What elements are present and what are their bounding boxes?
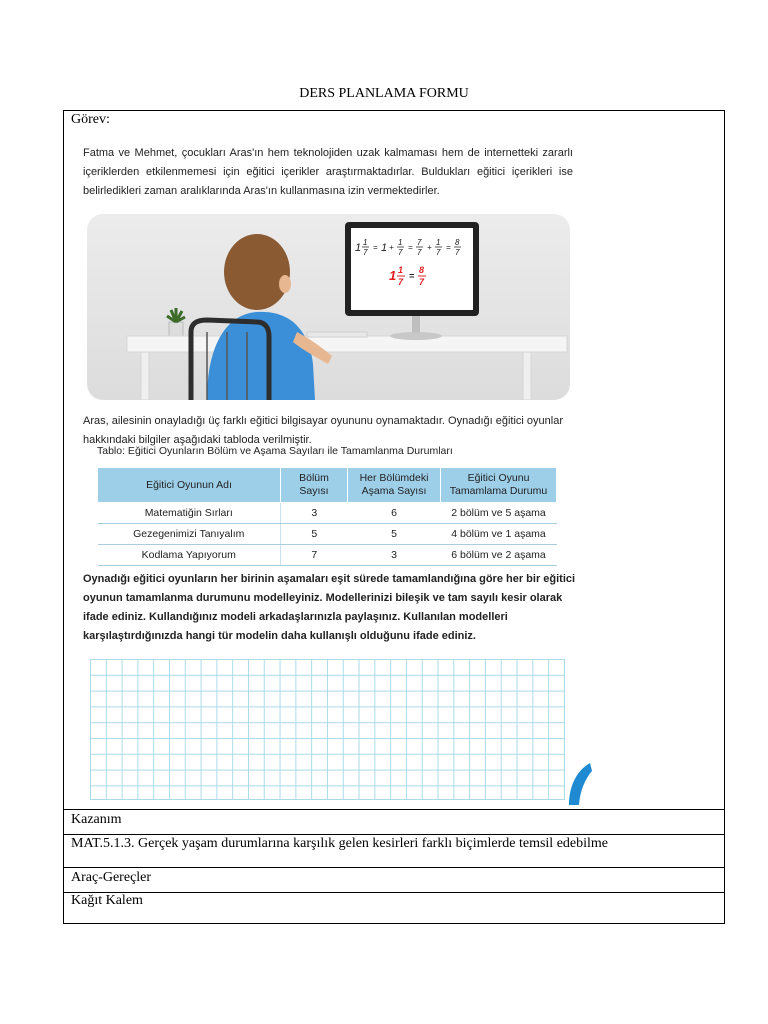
- eq1-den2: 7: [398, 248, 403, 257]
- table-header-cell: Her Bölümdeki Aşama Sayısı: [348, 468, 441, 503]
- arac-gerecler-label: Araç-Gereçler: [64, 867, 724, 892]
- eq2-whole: 1: [389, 268, 397, 283]
- monitor-stand: [412, 314, 420, 334]
- eq1-whole: 1: [355, 242, 362, 254]
- child-at-computer-photo: [87, 214, 570, 400]
- table-cell: 3: [348, 545, 441, 566]
- eq1-den: 7: [363, 248, 368, 257]
- table-row: [98, 524, 557, 545]
- task-intro-text: Fatma ve Mehmet, çocukları Aras'ın hem teknolojiden uzak kalmaması hem de internetteki zararlı içeriklerden etkilenmemesi için eğitici içerikler araştırmaktadırlar. Buldukları eğitici içerikleri ise belirledikleri zaman aralıklarında Aras'ın kullanmasına izin vermektedirler.: [83, 147, 573, 197]
- eq1-num3: 7: [417, 238, 422, 247]
- eq2-num: 1: [398, 265, 404, 275]
- arac-gerecler-value: Kağıt Kalem: [64, 892, 724, 923]
- eq2-den: 7: [398, 277, 404, 287]
- task-label: Görev:: [71, 112, 110, 127]
- table-cell: 7: [281, 545, 348, 566]
- table-cell: 6: [348, 503, 441, 524]
- table-row: [98, 545, 557, 566]
- lesson-plan-form: [63, 110, 725, 924]
- eq2-num2: 8: [419, 265, 425, 275]
- table-header-cell: Eğitici Oyunu Tamamlama Durumu: [441, 468, 557, 503]
- kazanim-label: Kazanım: [64, 809, 724, 834]
- photo-illustration: [87, 214, 570, 400]
- table-cell: 2 bölüm ve 5 aşama: [441, 503, 557, 524]
- task-description-text: Aras, ailesinin onayladığı üç farklı eğitici bilgisayar oyununu oynamaktadır. Oynadığı eğitici oyunlar hakkındaki bilgiler aşağıdaki tabloda verilmiştir.: [83, 415, 563, 446]
- eq1-one: 1: [381, 242, 388, 254]
- keyboard: [307, 332, 367, 337]
- desk-leg-right: [523, 352, 531, 400]
- monitor-base: [390, 332, 442, 340]
- plant-pot: [169, 322, 183, 336]
- eq1-num: 1: [363, 238, 368, 247]
- eq1-equals: =: [373, 243, 378, 252]
- eq1-plus2: +: [427, 243, 432, 252]
- table-cell: Kodlama Yapıyorum: [98, 545, 281, 566]
- eq2-equals: =: [409, 271, 415, 281]
- eq1-num5: 8: [455, 238, 460, 247]
- eq1-plus: +: [389, 243, 394, 252]
- table-header-cell: Bölüm Sayısı: [281, 468, 348, 503]
- task-image: [64, 111, 724, 809]
- blue-corner-decoration: [566, 761, 596, 805]
- table-header-row: [98, 468, 557, 503]
- eq1-den3: 7: [417, 248, 422, 257]
- table-cell: 6 bölüm ve 2 aşama: [441, 545, 557, 566]
- kazanim-value: MAT.5.1.3. Gerçek yaşam durumlarına karşılık gelen kesirleri farklı biçimlerde temsil edebilme: [64, 834, 724, 867]
- task-question-text: Oynadığı eğitici oyunların her birinin aşamaları eşit sürede tamamlandığına göre her bir eğitici oyunun tamamlanma durumunu modelleyiniz. Modellerinizi bileşik ve tam sayılı kesir olarak ifade ediniz. Kullandığınız modeli arkadaşlarınızla paylaşınız. Kullanılan modelleri karşılaştırdığınızda hangi tür modelin daha kullanışlı olduğunu ifade ediniz.: [83, 573, 576, 642]
- boy-ear: [279, 275, 291, 293]
- page-title: DERS PLANLAMA FORMU: [299, 86, 469, 101]
- table-cell: Gezegenimizi Tanıyalım: [98, 524, 281, 545]
- eq1-den5: 7: [455, 248, 460, 257]
- table-cell: Matematiğin Sırları: [98, 503, 281, 524]
- table-caption: Tablo: Eğitici Oyunların Bölüm ve Aşama Sayıları ile Tamamlanma Durumları: [97, 445, 453, 457]
- eq1-num2: 1: [398, 238, 403, 247]
- table-row: [98, 503, 557, 524]
- eq2-den2: 7: [419, 277, 425, 287]
- plant-leaves: [167, 308, 185, 322]
- games-table: [97, 467, 557, 566]
- task-section: [64, 111, 724, 809]
- answer-grid: [90, 659, 565, 800]
- eq1-num4: 1: [436, 238, 441, 247]
- eq1-equals3: =: [446, 243, 451, 252]
- table-cell: 5: [281, 524, 348, 545]
- eq1-den4: 7: [436, 248, 441, 257]
- table-cell: 3: [281, 503, 348, 524]
- table-cell: 4 bölüm ve 1 aşama: [441, 524, 557, 545]
- table-cell: 5: [348, 524, 441, 545]
- eq1-equals2: =: [408, 243, 413, 252]
- desk-leg-left: [141, 352, 149, 400]
- boy-head: [224, 234, 290, 310]
- table-header-cell: Eğitici Oyunun Adı: [98, 468, 281, 503]
